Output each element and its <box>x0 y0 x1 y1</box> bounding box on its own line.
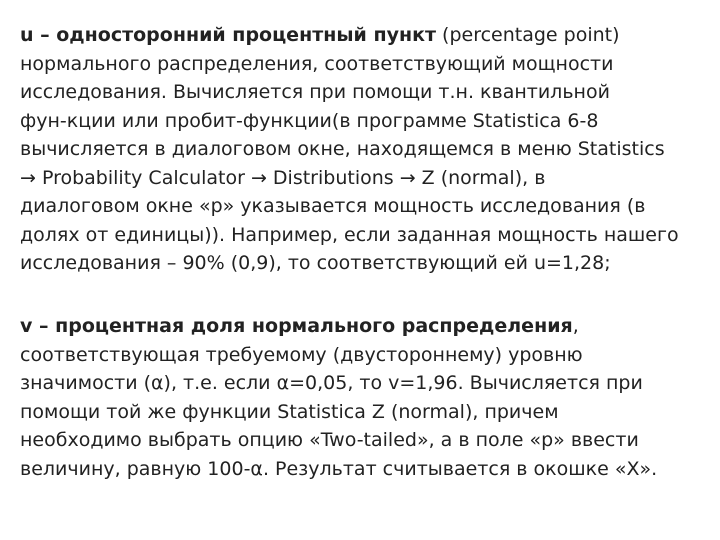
text-line: фун-кции или пробит-функции(в программе Statistica 6-8 <box>20 109 599 132</box>
text-line: исследования. Вычисляется при помощи т.н. квантильной <box>20 81 610 103</box>
paragraph-u-definition <box>20 21 710 278</box>
text-line: диалоговом окне «p» указывается мощность исследования (в <box>20 195 646 217</box>
line-text: , <box>572 315 579 337</box>
text-line: исследования – 90% (0,9), то соответствующий ей u=1,28; <box>20 252 611 274</box>
text-line: долях от единицы)). Например, если заданная мощность нашего <box>20 223 679 246</box>
text-line: значимости (α), т.е. если α=0,05, то v=1,96. Вычисляется при <box>20 372 643 394</box>
term-u: u – односторонний процентный пункт <box>20 24 436 46</box>
text-line: → Probability Calculator → Distributions → Z (normal), в <box>20 166 546 189</box>
paragraph-v-definition <box>20 312 710 483</box>
text-line: вычисляется в диалоговом окне, находящемся в меню Statistics <box>20 138 665 160</box>
text-line <box>20 21 710 50</box>
text-line <box>20 312 710 341</box>
text-line: величину, равную 100-α. Результат считывается в окошке «X». <box>20 457 658 480</box>
line-text: (percentage point) <box>436 24 620 46</box>
term-v: v – процентная доля нормального распределения <box>20 315 573 337</box>
text-line: помощи той же функции Statistica Z (normal), причем <box>20 400 559 423</box>
text-line: нормального распределения, соответствующий мощности <box>20 52 614 75</box>
text-line: необходимо выбрать опцию «Two-tailed», а в поле «p» ввести <box>20 429 639 451</box>
text-line: соответствующая требуемому (двустороннему) уровню <box>20 343 583 366</box>
